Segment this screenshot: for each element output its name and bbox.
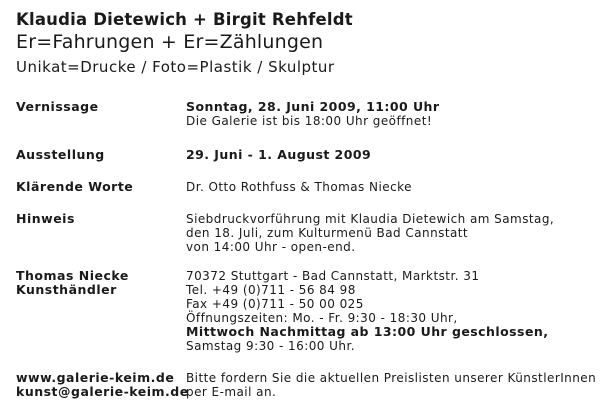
exhibition-title: Er=Fahrungen + Er=Zählungen	[16, 31, 324, 53]
closed-notice: Mittwoch Nachmittag ab 13:00 Uhr geschlossen,	[186, 324, 549, 339]
ausstellung-details	[186, 148, 371, 162]
pricelist-note: per E-mail an.	[186, 385, 277, 399]
invitation-page	[16, 10, 597, 399]
contact-address: 70372 Stuttgart - Bad Cannstatt, Marktstr. 31	[186, 269, 480, 283]
contact-label	[16, 269, 129, 297]
hinweis-details	[186, 212, 554, 254]
opening-hours: Öffnungszeiten: Mo. - Fr. 9:30 - 18:30 Uhr,	[186, 311, 458, 325]
contact-fax: Fax +49 (0)711 - 50 00 025	[186, 297, 364, 311]
web-label	[16, 371, 189, 399]
klaerende-worte-details	[186, 180, 412, 194]
klaerende-worte-speakers: Dr. Otto Rothfuss & Thomas Niecke	[186, 180, 412, 194]
website-link[interactable]: www.galerie-keim.de	[16, 370, 175, 385]
hinweis-label: Hinweis	[16, 211, 75, 226]
hinweis-line: den 18. Juli, zum Kulturmenü Bad Cannstatt	[186, 226, 469, 240]
saturday-hours: Samstag 9:30 - 16:00 Uhr.	[186, 339, 355, 353]
vernissage-label: Vernissage	[16, 99, 99, 114]
vernissage-note: Die Galerie ist bis 18:00 Uhr geöffnet!	[186, 114, 433, 128]
vernissage-date: Sonntag, 28. Juni 2009, 11:00 Uhr	[186, 99, 440, 114]
dealer-name: Thomas Niecke	[16, 268, 129, 283]
exhibition-subtitle: Unikat=Drucke / Foto=Plastik / Skulptur	[16, 58, 335, 76]
artists-heading: Klaudia Dietewich + Birgit Rehfeldt	[16, 10, 353, 29]
email-link[interactable]: kunst@galerie-keim.de	[16, 384, 189, 399]
hinweis-line: Siebdruckvorführung mit Klaudia Dietewich am Samstag,	[186, 212, 555, 226]
ausstellung-dates: 29. Juni - 1. August 2009	[186, 147, 372, 162]
vernissage-details	[186, 100, 440, 128]
contact-phone: Tel. +49 (0)711 - 56 84 98	[186, 283, 356, 297]
hinweis-line: von 14:00 Uhr - open-end.	[186, 240, 356, 254]
dealer-role: Kunsthändler	[16, 282, 117, 297]
ausstellung-label: Ausstellung	[16, 147, 105, 162]
web-details	[186, 371, 596, 399]
contact-details	[186, 269, 548, 353]
pricelist-note: Bitte fordern Sie die aktuellen Preislisten unserer KünstlerInnen	[186, 371, 597, 385]
klaerende-worte-label: Klärende Worte	[16, 179, 134, 194]
